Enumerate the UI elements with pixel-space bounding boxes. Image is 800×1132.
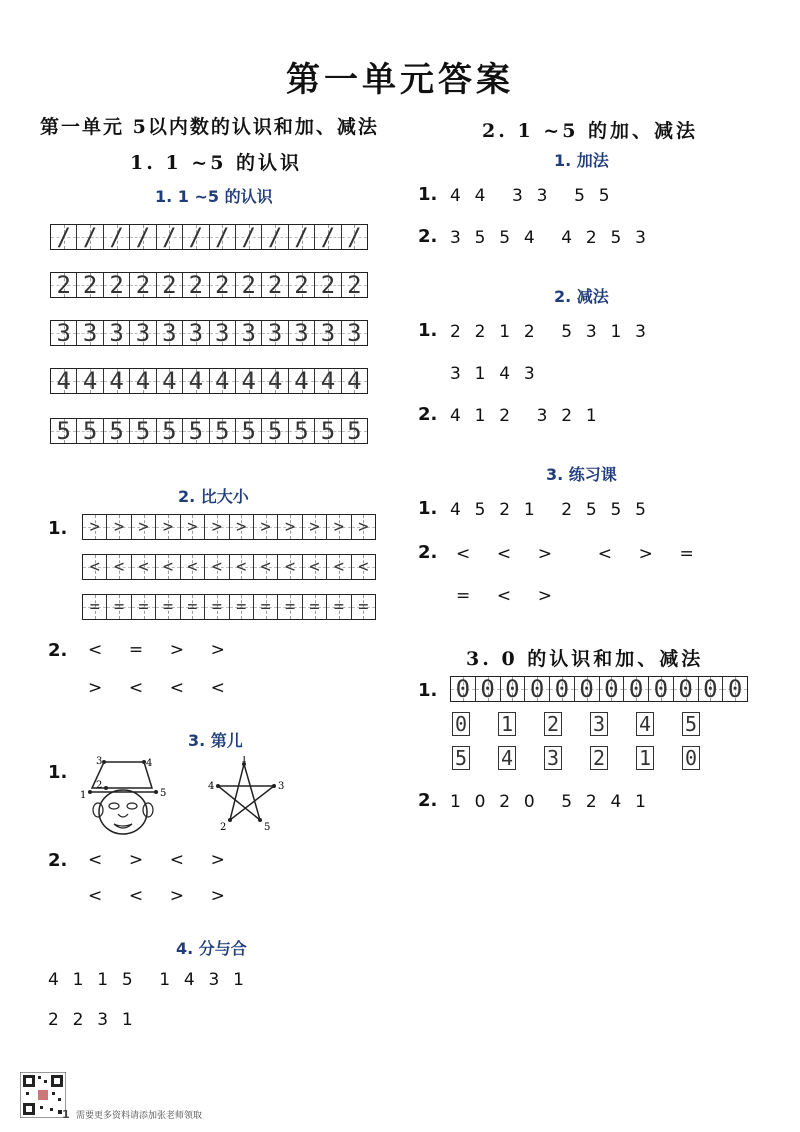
add-q1-number: 1. bbox=[418, 184, 438, 205]
digit-box: 0 bbox=[452, 712, 470, 736]
digit-grid-cell: 4 bbox=[130, 369, 156, 393]
digit-box: 5 bbox=[452, 746, 470, 770]
compare-grid-cell: > bbox=[132, 515, 156, 539]
digit-grid-1 bbox=[50, 224, 368, 250]
digit-grid-cell: 3 bbox=[315, 321, 341, 345]
unit-title: 第一单元 5以内数的认识和加、减法 bbox=[40, 116, 379, 138]
digit-grid-cell: 4 bbox=[51, 369, 77, 393]
compare-grid-cell: > bbox=[278, 515, 302, 539]
digit-box: 5 bbox=[682, 712, 700, 736]
compare-grid-cell: = bbox=[278, 595, 302, 619]
zero-grid-cell: 0 bbox=[575, 677, 600, 701]
compare-grid-cell: > bbox=[181, 515, 205, 539]
compare-q2-number: 2. bbox=[48, 640, 68, 661]
digit-grid-cell: / bbox=[51, 225, 77, 249]
compare-grid-cell: = bbox=[83, 595, 107, 619]
compare-grid-cell: < bbox=[107, 555, 131, 579]
digit-grid-cell: / bbox=[157, 225, 183, 249]
digit-grid-cell: 5 bbox=[77, 419, 103, 443]
prac-q1-number: 1. bbox=[418, 498, 438, 519]
compare-grid-1 bbox=[82, 514, 376, 540]
digit-grid-5 bbox=[50, 418, 368, 444]
digit-grid-cell: 3 bbox=[183, 321, 209, 345]
digit-grid-cell: 2 bbox=[157, 273, 183, 297]
zero-grid-cell: 0 bbox=[451, 677, 476, 701]
digit-grid-cell: 3 bbox=[77, 321, 103, 345]
digit-box: 3 bbox=[590, 712, 608, 736]
digit-box: 4 bbox=[636, 712, 654, 736]
compare-q2-line1: < = > > bbox=[88, 640, 226, 660]
digit-grid-cell: 4 bbox=[157, 369, 183, 393]
digit-grid-cell: 3 bbox=[130, 321, 156, 345]
split-line2: 2 2 3 1 bbox=[48, 1010, 134, 1030]
zero-q2-number: 2. bbox=[418, 790, 438, 811]
digit-grid-cell: 3 bbox=[289, 321, 315, 345]
digit-grid-cell: / bbox=[77, 225, 103, 249]
zero-grid-cell: 0 bbox=[649, 677, 674, 701]
footer-note: 需要更多资料请添加张老师领取 bbox=[76, 1111, 203, 1121]
compare-grid-cell: < bbox=[327, 555, 351, 579]
add-q2-number: 2. bbox=[418, 226, 438, 247]
digit-box: 0 bbox=[682, 746, 700, 770]
digit-box: 1 bbox=[636, 746, 654, 770]
compare-grid-2 bbox=[82, 554, 376, 580]
digit-grid-cell: / bbox=[342, 225, 367, 249]
compare-q2-line2: > < < < bbox=[88, 678, 226, 698]
digit-grid-4 bbox=[50, 368, 368, 394]
digit-grid-cell: 3 bbox=[157, 321, 183, 345]
compare-grid-cell: < bbox=[303, 555, 327, 579]
fig2-label-3: 3 bbox=[278, 781, 285, 792]
digit-grid-cell: 5 bbox=[51, 419, 77, 443]
section-title-subtraction: 2. 减法 bbox=[554, 287, 609, 306]
digit-grid-cell: / bbox=[210, 225, 236, 249]
digit-grid-cell: / bbox=[289, 225, 315, 249]
compare-grid-cell: < bbox=[278, 555, 302, 579]
digit-grid-cell: 2 bbox=[262, 273, 288, 297]
zero-q2-answer: 1 0 2 0 5 2 4 1 bbox=[450, 792, 647, 812]
compare-grid-cell: = bbox=[352, 595, 375, 619]
digit-grid-cell: 2 bbox=[236, 273, 262, 297]
digit-grid-cell: 5 bbox=[183, 419, 209, 443]
fig1-label-4: 4 bbox=[146, 758, 153, 769]
digit-grid-cell: 5 bbox=[210, 419, 236, 443]
zero-grid-cell: 0 bbox=[699, 677, 724, 701]
digit-grid-cell: 5 bbox=[262, 419, 288, 443]
qr-code-icon bbox=[20, 1072, 66, 1118]
add-q1-answer: 4 4 3 3 5 5 bbox=[450, 186, 611, 206]
digit-grid-cell: 5 bbox=[104, 419, 130, 443]
digit-grid-cell: 4 bbox=[342, 369, 367, 393]
compare-grid-cell: = bbox=[205, 595, 229, 619]
position-q2-line2: < < > > bbox=[88, 886, 226, 906]
digit-grid-cell: 5 bbox=[130, 419, 156, 443]
zero-grid-cell: 0 bbox=[600, 677, 625, 701]
digit-grid-cell: 2 bbox=[51, 273, 77, 297]
digit-box: 1 bbox=[498, 712, 516, 736]
fig1-label-1: 1 bbox=[80, 790, 87, 801]
compare-grid-cell: > bbox=[205, 515, 229, 539]
digit-box: 2 bbox=[544, 712, 562, 736]
compare-grid-cell: > bbox=[352, 515, 375, 539]
fig2-label-2: 2 bbox=[220, 822, 227, 833]
section-title-position: 3. 第儿 bbox=[188, 731, 243, 750]
compare-grid-cell: < bbox=[352, 555, 375, 579]
position-q1-number: 1. bbox=[48, 762, 68, 783]
zero-grid-cell: 0 bbox=[624, 677, 649, 701]
digit-grid-cell: 4 bbox=[262, 369, 288, 393]
digit-grid-cell: 3 bbox=[236, 321, 262, 345]
zero-row-1 bbox=[452, 712, 700, 736]
subsection-title-2: 2. 1 ~5 的加、减法 bbox=[482, 120, 699, 142]
sub-q1-answer-2: 3 1 4 3 bbox=[450, 364, 536, 384]
compare-grid-cell: = bbox=[107, 595, 131, 619]
digit-grid-cell: / bbox=[315, 225, 341, 249]
compare-grid-cell: = bbox=[327, 595, 351, 619]
digit-grid-cell: / bbox=[236, 225, 262, 249]
add-q2-answer: 3 5 5 4 4 2 5 3 bbox=[450, 228, 647, 248]
digit-grid-cell: / bbox=[130, 225, 156, 249]
digit-grid-cell: 3 bbox=[104, 321, 130, 345]
prac-q2-answer-2: = < > bbox=[456, 586, 553, 606]
section-title-compare: 2. 比大小 bbox=[178, 487, 249, 506]
digit-grid-cell: 4 bbox=[315, 369, 341, 393]
digit-grid-cell: / bbox=[104, 225, 130, 249]
compare-grid-cell: > bbox=[83, 515, 107, 539]
sub-q1-answer: 2 2 1 2 5 3 1 3 bbox=[450, 322, 647, 342]
digit-box: 3 bbox=[544, 746, 562, 770]
page-title: 第一单元答案 bbox=[286, 60, 514, 100]
star-figure bbox=[204, 756, 288, 836]
digit-grid-cell: 2 bbox=[77, 273, 103, 297]
subsection-title-1: 1. 1 ~5 的认识 bbox=[130, 152, 303, 174]
digit-grid-cell: 3 bbox=[51, 321, 77, 345]
zero-q1-number: 1. bbox=[418, 680, 438, 701]
page-number: 1 bbox=[62, 1108, 70, 1121]
compare-grid-cell: = bbox=[181, 595, 205, 619]
digit-grid-cell: 5 bbox=[342, 419, 367, 443]
sub-q2-number: 2. bbox=[418, 404, 438, 425]
compare-grid-cell: < bbox=[156, 555, 180, 579]
compare-grid-cell: = bbox=[254, 595, 278, 619]
digit-grid-2 bbox=[50, 272, 368, 298]
digit-grid-cell: 5 bbox=[236, 419, 262, 443]
digit-grid-cell: / bbox=[262, 225, 288, 249]
digit-grid-cell: 4 bbox=[236, 369, 262, 393]
digit-grid-cell: 2 bbox=[104, 273, 130, 297]
fig1-label-2: 2 bbox=[96, 780, 103, 791]
zero-grid-cell: 0 bbox=[723, 677, 747, 701]
fig2-label-1: 1 bbox=[241, 756, 248, 765]
position-q2-number: 2. bbox=[48, 850, 68, 871]
digit-grid-cell: 2 bbox=[289, 273, 315, 297]
digit-grid-cell: 4 bbox=[289, 369, 315, 393]
compare-grid-cell: = bbox=[156, 595, 180, 619]
zero-grid-cell: 0 bbox=[550, 677, 575, 701]
compare-grid-cell: > bbox=[254, 515, 278, 539]
zero-grid-cell: 0 bbox=[501, 677, 526, 701]
position-q2-line1: < > < > bbox=[88, 850, 226, 870]
fig2-label-4: 4 bbox=[208, 781, 215, 792]
digit-grid-cell: 5 bbox=[289, 419, 315, 443]
hat-face-figure bbox=[78, 752, 174, 838]
digit-grid-cell: 2 bbox=[342, 273, 367, 297]
fig1-label-5: 5 bbox=[160, 788, 167, 799]
digit-box: 2 bbox=[590, 746, 608, 770]
prac-q1-answer: 4 5 2 1 2 5 5 5 bbox=[450, 500, 647, 520]
compare-grid-cell: < bbox=[83, 555, 107, 579]
zero-grid-cell: 0 bbox=[476, 677, 501, 701]
digit-grid-cell: 3 bbox=[210, 321, 236, 345]
section-title-addition: 1. 加法 bbox=[554, 151, 609, 170]
fig1-label-3: 3 bbox=[96, 756, 103, 767]
digit-grid-cell: / bbox=[183, 225, 209, 249]
digit-grid-cell: 5 bbox=[157, 419, 183, 443]
digit-grid-cell: 3 bbox=[342, 321, 367, 345]
digit-grid-cell: 5 bbox=[315, 419, 341, 443]
section-title-practice: 3. 练习课 bbox=[546, 465, 617, 484]
digit-grid-cell: 2 bbox=[315, 273, 341, 297]
compare-grid-cell: < bbox=[205, 555, 229, 579]
digit-grid-cell: 4 bbox=[210, 369, 236, 393]
compare-grid-cell: = bbox=[303, 595, 327, 619]
digit-grid-cell: 2 bbox=[210, 273, 236, 297]
section-title-split: 4. 分与合 bbox=[176, 939, 247, 958]
section-title-recognition: 1. 1 ~5 的认识 bbox=[155, 187, 273, 206]
digit-box: 4 bbox=[498, 746, 516, 770]
digit-grid-cell: 4 bbox=[183, 369, 209, 393]
split-line1: 4 1 1 5 1 4 3 1 bbox=[48, 970, 245, 990]
sub-q2-answer: 4 1 2 3 2 1 bbox=[450, 406, 598, 426]
sub-q1-number: 1. bbox=[418, 320, 438, 341]
digit-grid-cell: 2 bbox=[183, 273, 209, 297]
fig2-label-5: 5 bbox=[264, 822, 271, 833]
prac-q2-number: 2. bbox=[418, 542, 438, 563]
subsection-title-3: 3. 0 的认识和加、减法 bbox=[466, 648, 704, 670]
compare-grid-cell: < bbox=[132, 555, 156, 579]
zero-digit-grid bbox=[450, 676, 748, 702]
compare-q1-number: 1. bbox=[48, 518, 68, 539]
compare-grid-cell: = bbox=[230, 595, 254, 619]
compare-grid-cell: > bbox=[107, 515, 131, 539]
zero-row-2 bbox=[452, 746, 700, 770]
compare-grid-3 bbox=[82, 594, 376, 620]
zero-grid-cell: 0 bbox=[525, 677, 550, 701]
digit-grid-cell: 4 bbox=[104, 369, 130, 393]
compare-grid-cell: < bbox=[181, 555, 205, 579]
compare-grid-cell: < bbox=[230, 555, 254, 579]
compare-grid-cell: > bbox=[303, 515, 327, 539]
digit-grid-cell: 3 bbox=[262, 321, 288, 345]
compare-grid-cell: = bbox=[132, 595, 156, 619]
compare-grid-cell: > bbox=[156, 515, 180, 539]
digit-grid-cell: 2 bbox=[130, 273, 156, 297]
compare-grid-cell: > bbox=[327, 515, 351, 539]
digit-grid-3 bbox=[50, 320, 368, 346]
compare-grid-cell: < bbox=[254, 555, 278, 579]
zero-grid-cell: 0 bbox=[674, 677, 699, 701]
digit-grid-cell: 4 bbox=[77, 369, 103, 393]
compare-grid-cell: > bbox=[230, 515, 254, 539]
prac-q2-answer: < < > < > = bbox=[456, 544, 695, 564]
